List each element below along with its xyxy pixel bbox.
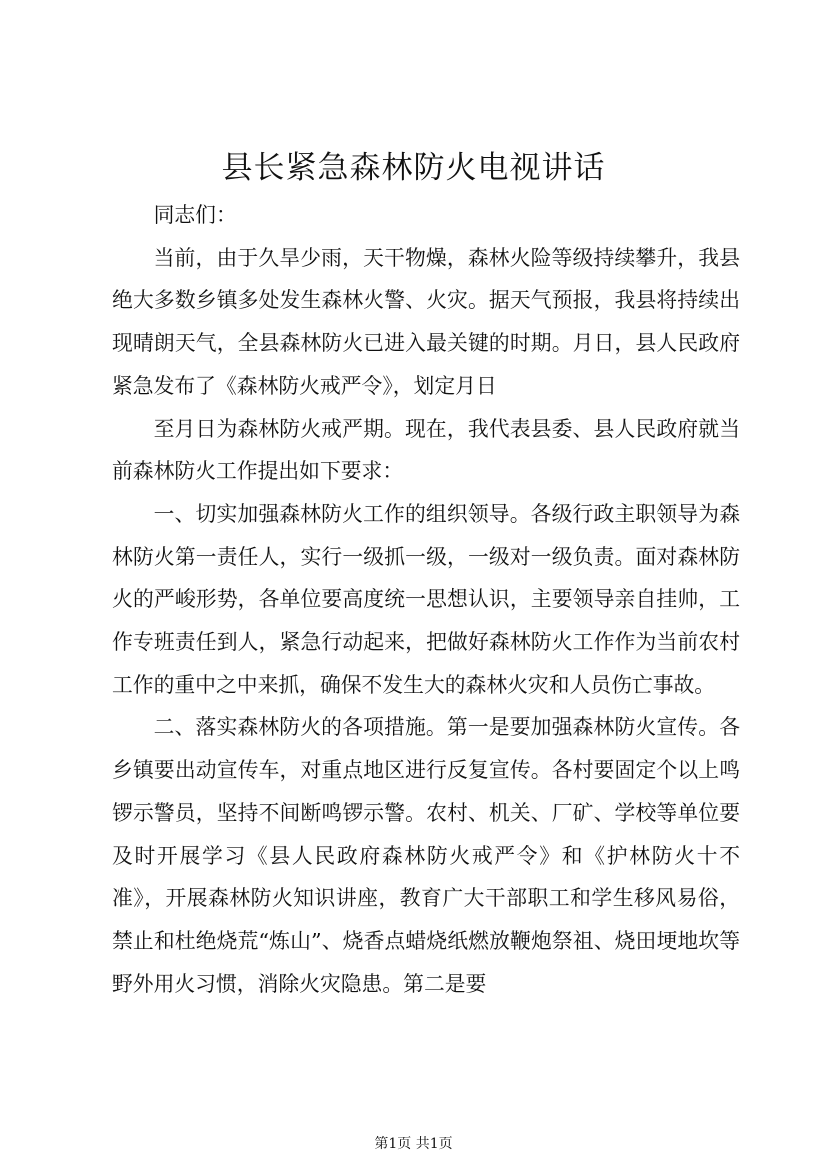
measures-paragraph: 二、落实森林防火的各项措施。第一是要加强森林防火宣传。各乡镇要出动宣传车，对重点地区进行反复宣传。各村要固定个以上鸣锣示警员，坚持不间断鸣锣示警。农村、机关、厂矿、学校等单位要及时开展学习《县人民政府森林防火戒严令》和《护林防火十不准》，开展森林防火知识讲座，教育广大干部职工和学生移风易俗，禁止和杜绝烧荒“炼山”、烧香点蜡烧纸燃放鞭炮祭祖、烧田埂地坎等野外用火习惯，消除火灾隐患。第二是要 [112,715,740,996]
leadership-paragraph: 一、切实加强森林防火工作的组织领导。各级行政主职领导为森林防火第一责任人，实行一级抓一级，一级对一级负责。面对森林防火的严峻形势，各单位要高度统一思想认识，主要领导亲自挂帅，工作专班责任到人，紧急行动起来，把做好森林防火工作作为当前农村工作的重中之中来抓，确保不发生大的森林火灾和人员伤亡事故。 [112,501,740,697]
situation-paragraph: 当前，由于久旱少雨，天干物燥，森林火险等级持续攀升，我县绝大多数乡镇多处发生森林火警、火灾。据天气预报，我县将持续出现晴朗天气，全县森林防火已进入最关键的时期。月日，县人民政府紧急发布了《森林防火戒严令》，划定月日 [112,245,740,398]
salutation-paragraph: 同志们： [153,203,237,227]
page-footer: 第1页 共1页 [374,1136,453,1152]
document-body [112,194,740,1005]
document-title: 县长紧急森林防火电视讲话 [221,150,606,186]
requirements-intro-paragraph: 至月日为森林防火戒严期。现在，我代表县委、县人民政府就当前森林防火工作提出如下要求： [112,416,740,484]
